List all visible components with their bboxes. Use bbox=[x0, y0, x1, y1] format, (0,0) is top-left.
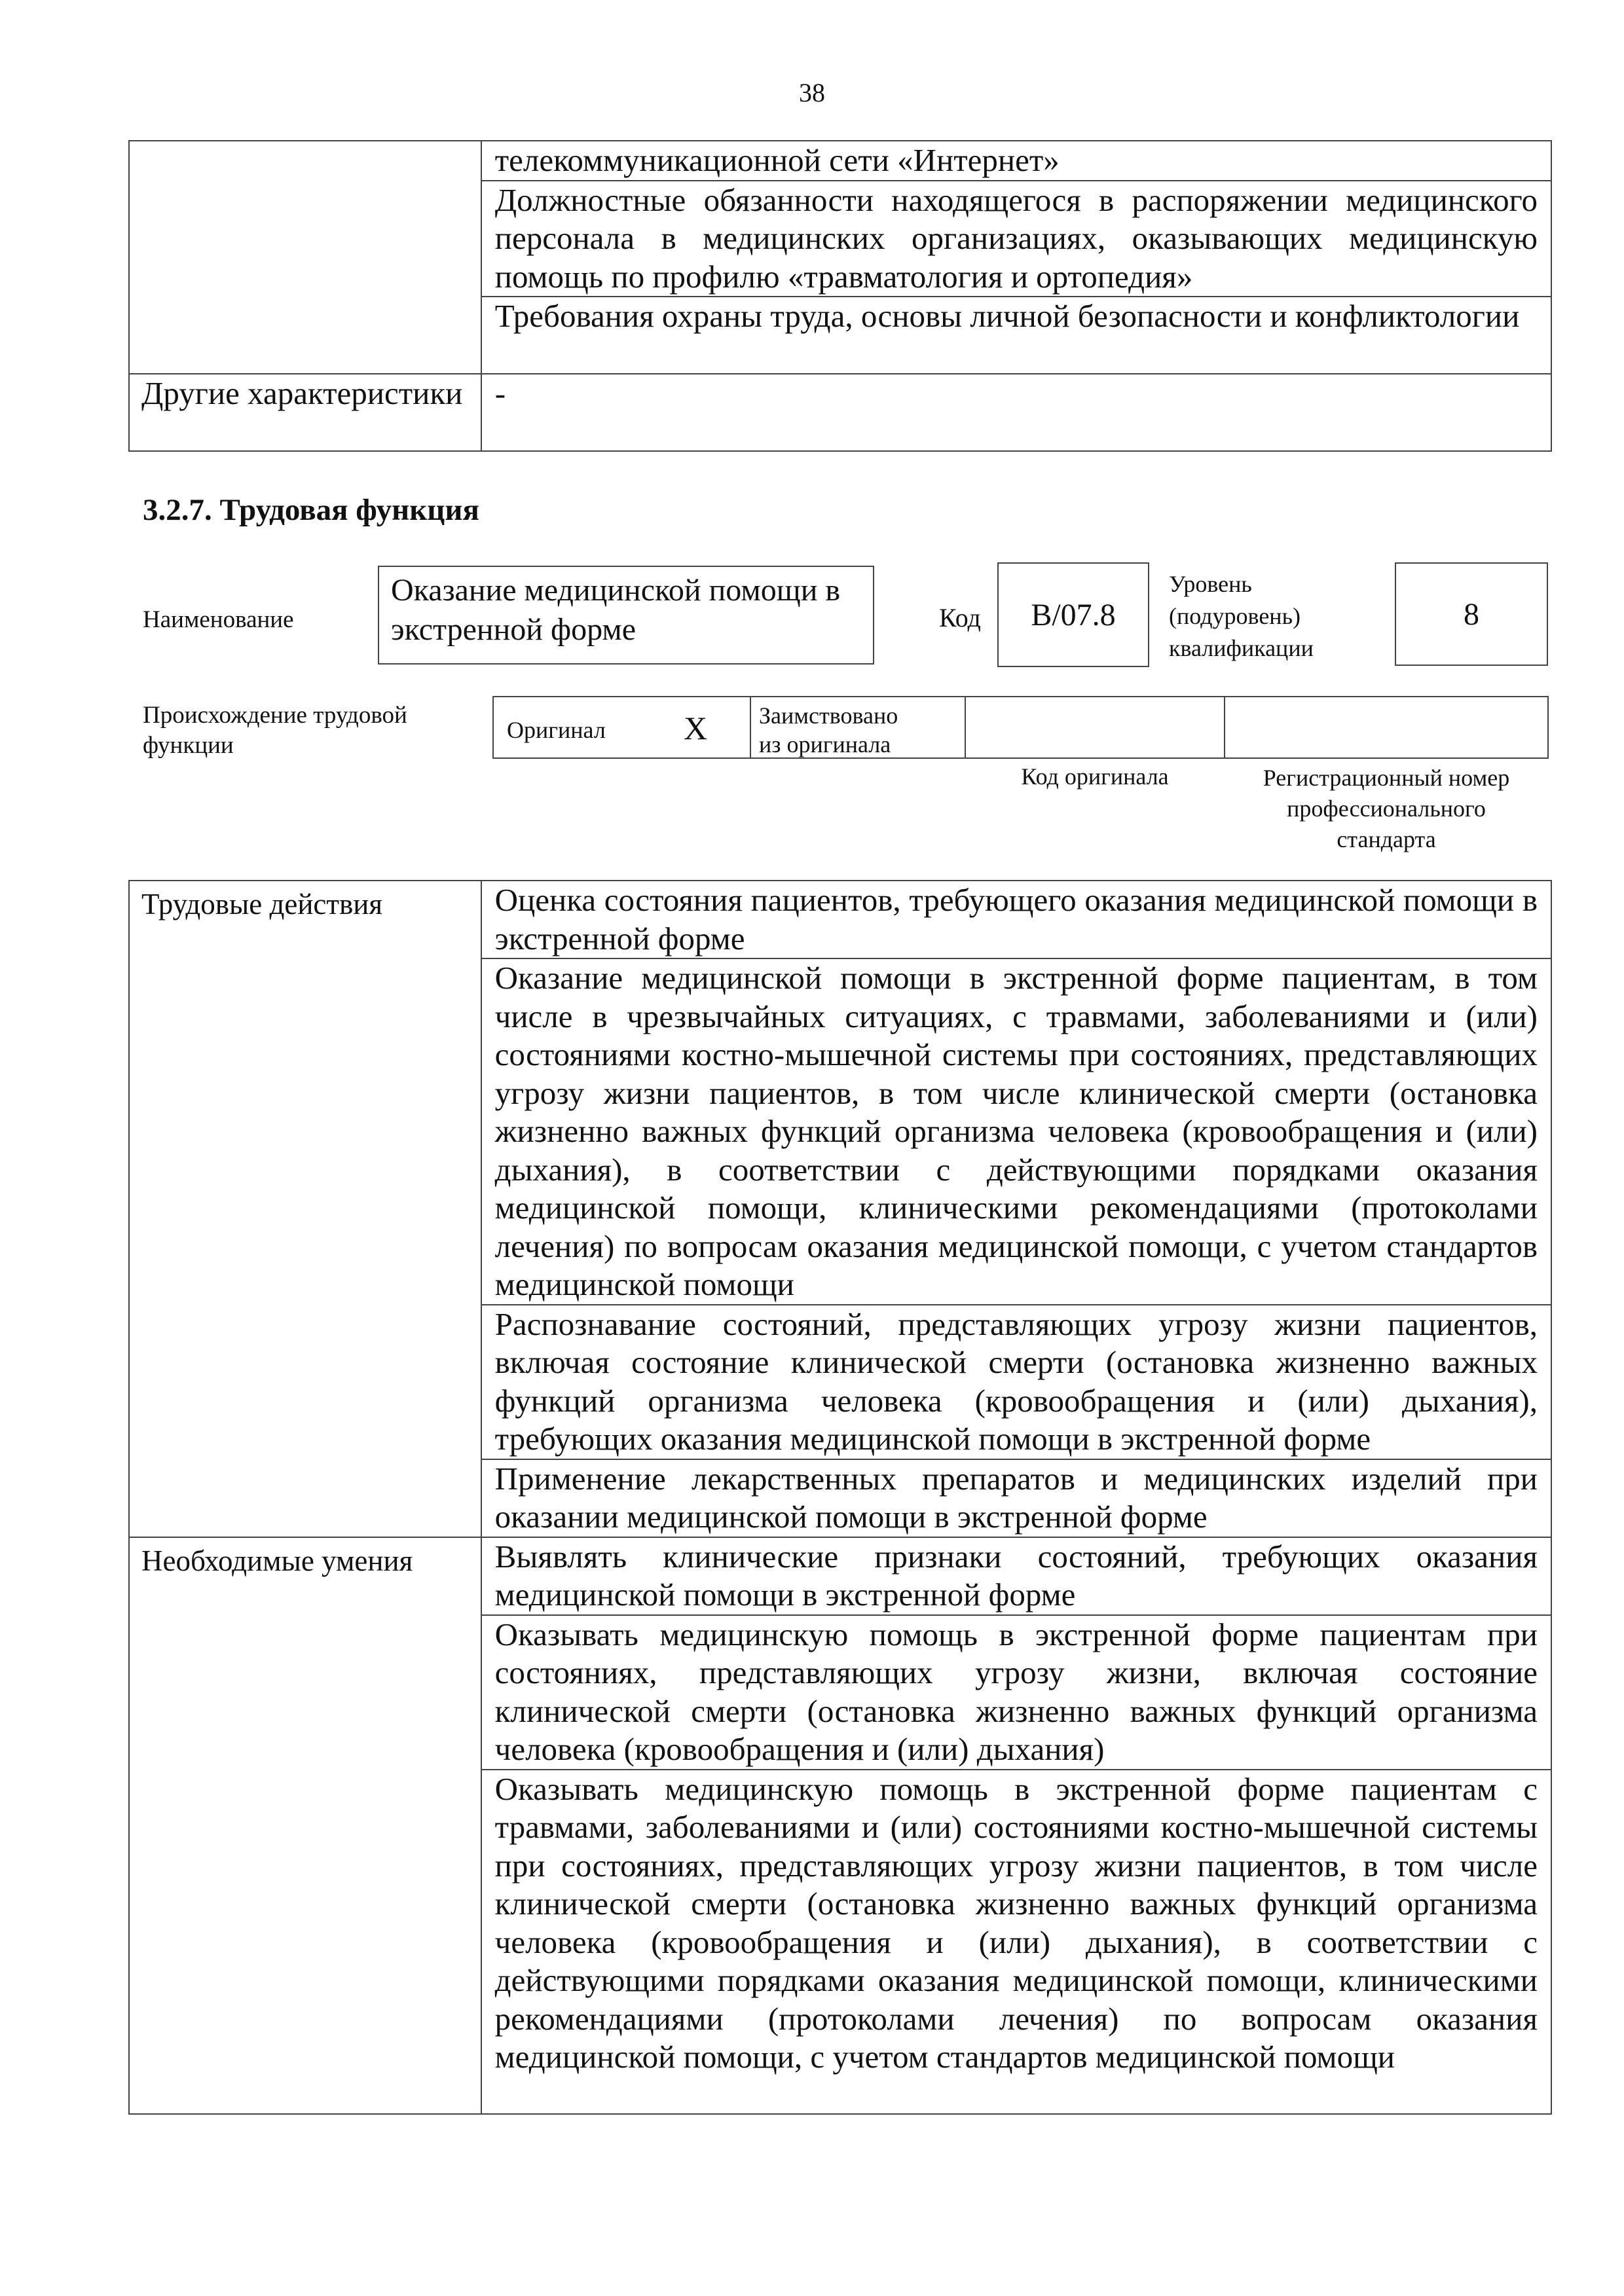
level-label: Уровень (подуровень) квалификации bbox=[1169, 571, 1314, 661]
name-label: Наименование bbox=[143, 606, 294, 633]
level-box: 8 bbox=[1395, 562, 1548, 666]
registration-number-caption: Регистрационный номер профессионального стандарта bbox=[1263, 765, 1510, 852]
origin-label: Происхождение трудовой функции bbox=[143, 702, 407, 759]
continuation-item: Должностные обязанности находящегося в распоряжении медицинского персонала в медицинских организациях, оказывающих медицинскую помощь по профилю «травматология и ортопедия» bbox=[481, 181, 1551, 297]
labor-actions-label: Трудовые действия bbox=[129, 881, 481, 1537]
original-code-caption: Код оригинала bbox=[1021, 763, 1169, 790]
origin-borrowed-box bbox=[750, 696, 966, 759]
labor-action-item: Распознавание состояний, представляющих угрозу жизни пациентов, включая состояние клинической смерти (остановка жизненно важных функций организма человека (кровообращения и (или) дыхания), требующих оказания медицинской помощи в экстренной форме bbox=[481, 1305, 1551, 1459]
code-label: Код bbox=[939, 603, 981, 632]
origin-mark: X bbox=[684, 710, 708, 746]
origin-borrowed-label: Заимствовано из оригинала bbox=[759, 702, 898, 757]
page-number: 38 bbox=[799, 78, 825, 107]
section-heading: 3.2.7. Трудовая функция bbox=[143, 493, 479, 527]
other-characteristics-value: - bbox=[481, 374, 1551, 451]
labor-action-item: Оказание медицинской помощи в экстренной форме пациентам, в том числе в чрезвычайных ситуациях, с травмами, заболеваниями и (или) состояниями костно-мышечной системы при состояниях, представляющих угрозу жизни пациентов, в том числе клинической смерти (остановка жизненно важных функций организма человека (кровообращения и (или) дыхания), в соответствии с действующими порядками оказания медицинской помощи, клиническими рекомендациями (протоколами лечения) по вопросам оказания медицинской помощи, с учетом стандартов медицинской помощи bbox=[481, 958, 1551, 1305]
skills-label: Необходимые умения bbox=[129, 1537, 481, 2114]
origin-original-label: Оригинал bbox=[507, 717, 606, 743]
name-box: Оказание медицинской помощи в экстренной форме bbox=[378, 566, 874, 665]
continuation-item: Требования охраны труда, основы личной безопасности и конфликтологии bbox=[481, 297, 1551, 374]
skill-item: Выявлять клинические признаки состояний, требующих оказания медицинской помощи в экстренной форме bbox=[481, 1537, 1551, 1615]
skill-item: Оказывать медицинскую помощь в экстренной форме пациентам при состояниях, представляющих угрозу жизни, включая состояние клинической смерти (остановка жизненно важных функций организма человека (кровообращения и (или) дыхания) bbox=[481, 1615, 1551, 1770]
continuation-table bbox=[128, 140, 1552, 452]
original-code-box bbox=[965, 696, 1225, 759]
labor-action-item: Оценка состояния пациентов, требующего оказания медицинской помощи в экстренной форме bbox=[481, 881, 1551, 958]
origin-original-box bbox=[492, 696, 751, 759]
code-box: B/07.8 bbox=[997, 562, 1149, 667]
empty-label-cell bbox=[129, 141, 481, 374]
other-characteristics-label: Другие характеристики bbox=[129, 374, 481, 451]
continuation-item: телекоммуникационной сети «Интернет» bbox=[481, 141, 1551, 181]
labor-action-item: Применение лекарственных препаратов и медицинских изделий при оказании медицинской помощи в экстренной форме bbox=[481, 1459, 1551, 1537]
labor-function-table bbox=[128, 880, 1552, 2115]
skill-item: Оказывать медицинскую помощь в экстренной форме пациентам с травмами, заболеваниями и (или) состояниями костно-мышечной системы при состояниях, представляющих угрозу жизни пациентов, в том числе клинической смерти (остановка жизненно важных функций организма человека (кровообращения и (или) дыхания), в соответствии с действующими порядками оказания медицинской помощи, клиническими рекомендациями (протоколами лечения) по вопросам оказания медицинской помощи, с учетом стандартов медицинской помощи bbox=[481, 1770, 1551, 2114]
registration-number-box bbox=[1224, 696, 1549, 759]
